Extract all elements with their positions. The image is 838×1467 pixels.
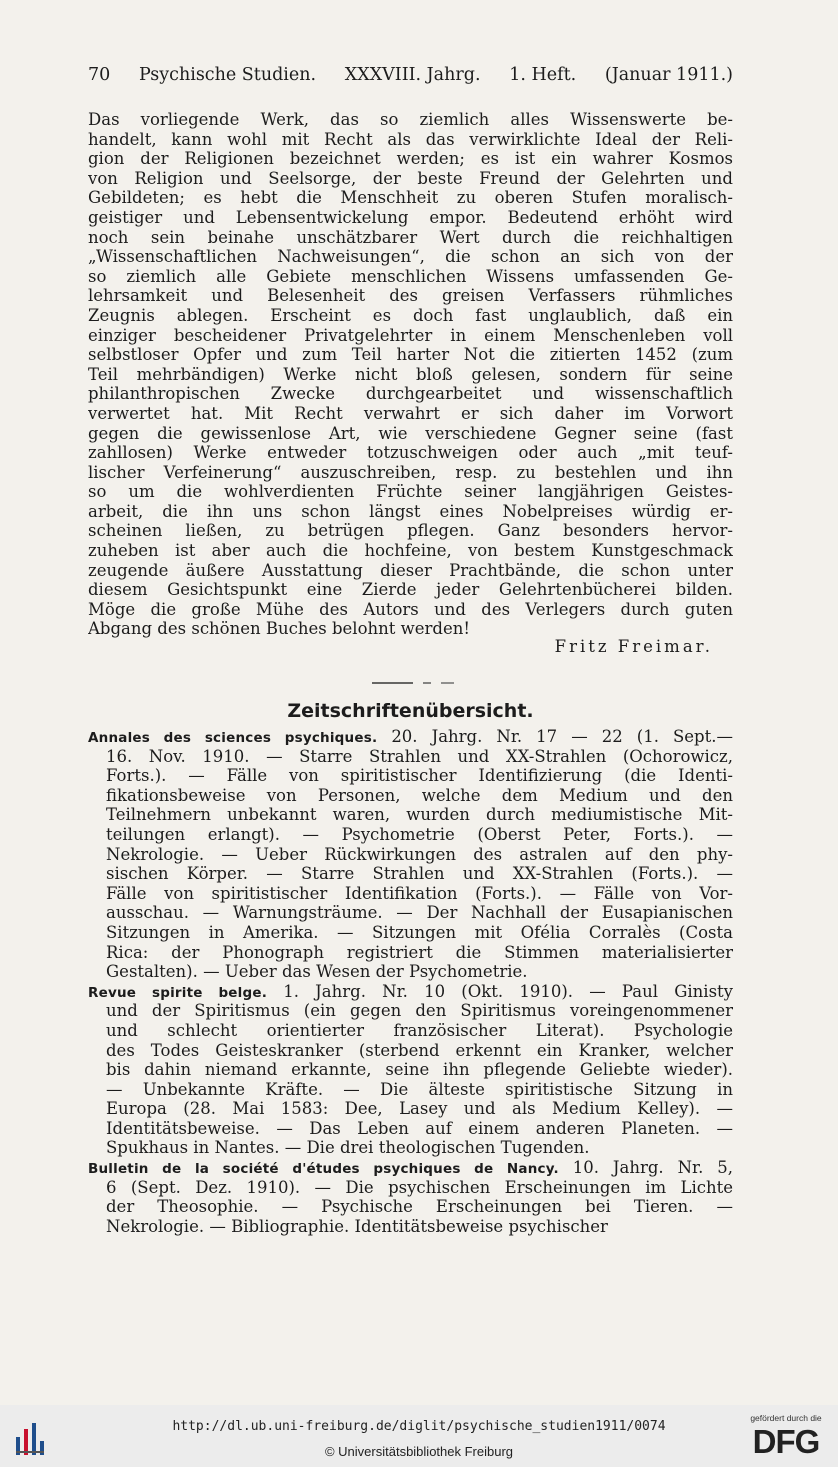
text-line: „Wissenschaftlichen Nachweisungen“, die schon an sich von der [88, 247, 733, 267]
text-line: so um die wohlverdienten Früchte seiner langjährigen Geistes- [88, 482, 733, 502]
text-line: diesem Gesichtspunkt eine Zierde jeder Gelehrtenbücherei bilden. [88, 580, 733, 600]
issue: 1. Heft. [509, 65, 577, 85]
text-line: Das vorliegende Werk, das so ziemlich alles Wissenswerte be- [88, 110, 733, 129]
entry-line: Rica: der Phonograph registriert die Stimmen materialisierter [106, 942, 733, 962]
text-line: Teil mehrbändigen) Werke nicht bloß gelesen, sondern für seine [88, 364, 733, 384]
entry-line: Forts.). — Fälle von spiritistischer Identifizierung (die Identi- [106, 766, 733, 786]
entry-line: Nekrologie. — Bibliographie. Identitätsbeweise psychischer [106, 1216, 608, 1236]
text-line: handelt, kann wohl mit Recht als das verwirklichte Ideal der Reli- [88, 129, 733, 149]
journal-source-name: Bulletin de la société d'études psychiques de Nancy. [88, 1161, 559, 1178]
entry-line: teilungen erlangt). — Psychometrie (Oberst Peter, Forts.). — [106, 824, 733, 844]
entry-line: und schlecht orientierter französischer Literat). Psychologie [106, 1020, 733, 1040]
section-title: Zeitschriftenübersicht. [287, 700, 534, 722]
entry-line: fikationsbeweise von Personen, welche dem Medium und den [106, 785, 733, 805]
text-line: lischer Verfeinerung“ auszuschreiben, resp. zu bestehlen und ihn [88, 462, 733, 482]
text-line: gion der Religionen bezeichnet werden; es ist ein wahrer Kosmos [88, 149, 733, 169]
page-number: 70 [88, 65, 111, 85]
text-line: zahllosen) Werke entweder totzuschweigen oder auch „mit teuf- [88, 443, 733, 463]
entry-text: 10. Jahrg. Nr. 5, [558, 1158, 733, 1178]
volume: XXXVIII. Jahrg. [344, 65, 481, 85]
entry-line: 6 (Sept. Dez. 1910). — Die psychischen Erscheinungen im Lichte [106, 1177, 733, 1197]
text-line: verwertet hat. Mit Recht verwahrt er sich daher im Vorwort [88, 403, 733, 423]
entry-line: 16. Nov. 1910. — Starre Strahlen und XX-Strahlen (Ochorowicz, [106, 746, 733, 766]
running-header [88, 64, 733, 86]
text-line: noch sein beinahe unschätzbarer Wert durch die reichhaltigen [88, 227, 733, 247]
review-signature: Fritz Freimar. [554, 637, 713, 656]
entry-line: des Todes Geisteskranker (sterbend erkennt ein Kranker, welcher [106, 1040, 733, 1060]
text-line: philanthropischen Zwecke durchgearbeitet und wissenschaftlich [88, 384, 733, 404]
entry-line: Gestalten). — Ueber das Wesen der Psychometrie. [106, 962, 528, 982]
entry-line: Identitätsbeweise. — Das Leben auf einem anderen Planeten. — [106, 1118, 733, 1138]
text-line: arbeit, die ihn uns schon längst eines Nobelpreises würdig er- [88, 501, 733, 521]
text-line: gegen die gewissenlose Art, wie verschiedene Gegner seine (fast [88, 423, 733, 443]
entry-text: 1. Jahrg. Nr. 10 (Okt. 1910). — Paul Ginisty [267, 981, 733, 1001]
funding-note: gefördert durch die [750, 1413, 822, 1423]
entry-line: Europa (28. Mai 1583: Dee, Lasey und als Medium Kelley). — [106, 1099, 733, 1119]
entry-line: Teilnehmern unbekannt waren, wurden durch mediumistische Mit- [106, 805, 733, 825]
text-line: selbstloser Opfer und zum Teil harter Not die zitierten 1452 (zum [88, 345, 733, 365]
journal-source-name: Revue spirite belge. [88, 984, 268, 1001]
journal-entries [88, 727, 733, 1236]
copyright-notice: © Universitätsbibliothek Freiburg [324, 1444, 514, 1459]
text-line: lehrsamkeit und Belesenheit des greisen Verfassers rühmliches [88, 286, 733, 306]
journal-source-name: Annales des sciences psychiques. [88, 730, 378, 746]
entry-line [88, 982, 733, 1002]
text-line: so ziemlich alle Gebiete menschlichen Wissens umfassenden Ge- [88, 266, 733, 286]
text-line: Abgang des schönen Buches belohnt werden! [88, 619, 471, 639]
source-url-link[interactable]: http://dl.ub.uni-freiburg.de/diglit/psychische_studien1911/0074 [172, 1419, 666, 1434]
entry-line: Fälle von spiritistischer Identifikation (Forts.). — Fälle von Vor- [106, 883, 733, 903]
entry-line: bis dahin niemand erkannte, seine ihn pflegende Geliebte wieder). [106, 1060, 733, 1080]
text-line: von Religion und Seelsorge, der beste Freund der Gelehrten und [88, 168, 733, 188]
entry-line: — Unbekannte Kräfte. — Die älteste spiritistische Sitzung in [106, 1079, 733, 1099]
entry-line [88, 727, 733, 747]
section-divider [372, 682, 454, 684]
text-line: Gebildeten; es hebt die Menschheit zu oberen Stufen moralisch- [88, 188, 733, 208]
entry-line: und der Spiritismus (ein gegen den Spiritismus voreingenommener [106, 1001, 733, 1021]
issue-date: (Januar 1911.) [604, 65, 733, 85]
text-line: Möge die große Mühe des Autors und des Verlegers durch guten [88, 599, 733, 619]
entry-line: Nekrologie. — Ueber Rückwirkungen des astralen auf den phy- [106, 844, 733, 864]
entry-line: sischen Körper. — Starre Strahlen und XX-Strahlen (Forts.). — [106, 864, 733, 884]
entry-line [88, 1158, 733, 1178]
text-line: scheinen ließen, zu betrügen pflegen. Ganz besonders hervor- [88, 521, 733, 541]
entry-line: der Theosophie. — Psychische Erscheinungen bei Tieren. — [106, 1197, 733, 1217]
text-line: Zeugnis ablegen. Erscheint es doch fast unglaublich, daß ein [88, 305, 733, 325]
text-line: zuheben ist aber auch die hochfeine, von bestem Kunstgeschmack [88, 541, 733, 561]
entry-line: ausschau. — Warnungsträume. — Der Nachhall der Eusapianischen [106, 903, 733, 923]
text-line: einziger bescheidener Privatgelehrter in einem Menschenleben voll [88, 325, 733, 345]
journal-title: Psychische Studien. [138, 65, 317, 85]
entry-text: 20. Jahrg. Nr. 17 — 22 (1. Sept.— [377, 727, 733, 746]
text-line: geistiger und Lebensentwickelung empor. Bedeutend erhöht wird [88, 207, 733, 227]
entry-line: Sitzungen in Amerika. — Sitzungen mit Ofélia Corralès (Costa [106, 922, 733, 942]
review-paragraph [88, 110, 733, 639]
text-line: zeugende äußere Ausstattung dieser Prachtbände, die schon unter [88, 560, 733, 580]
dfg-logo: DFG [752, 1423, 820, 1460]
entry-line: Spukhaus in Nantes. — Die drei theologischen Tugenden. [106, 1138, 590, 1158]
